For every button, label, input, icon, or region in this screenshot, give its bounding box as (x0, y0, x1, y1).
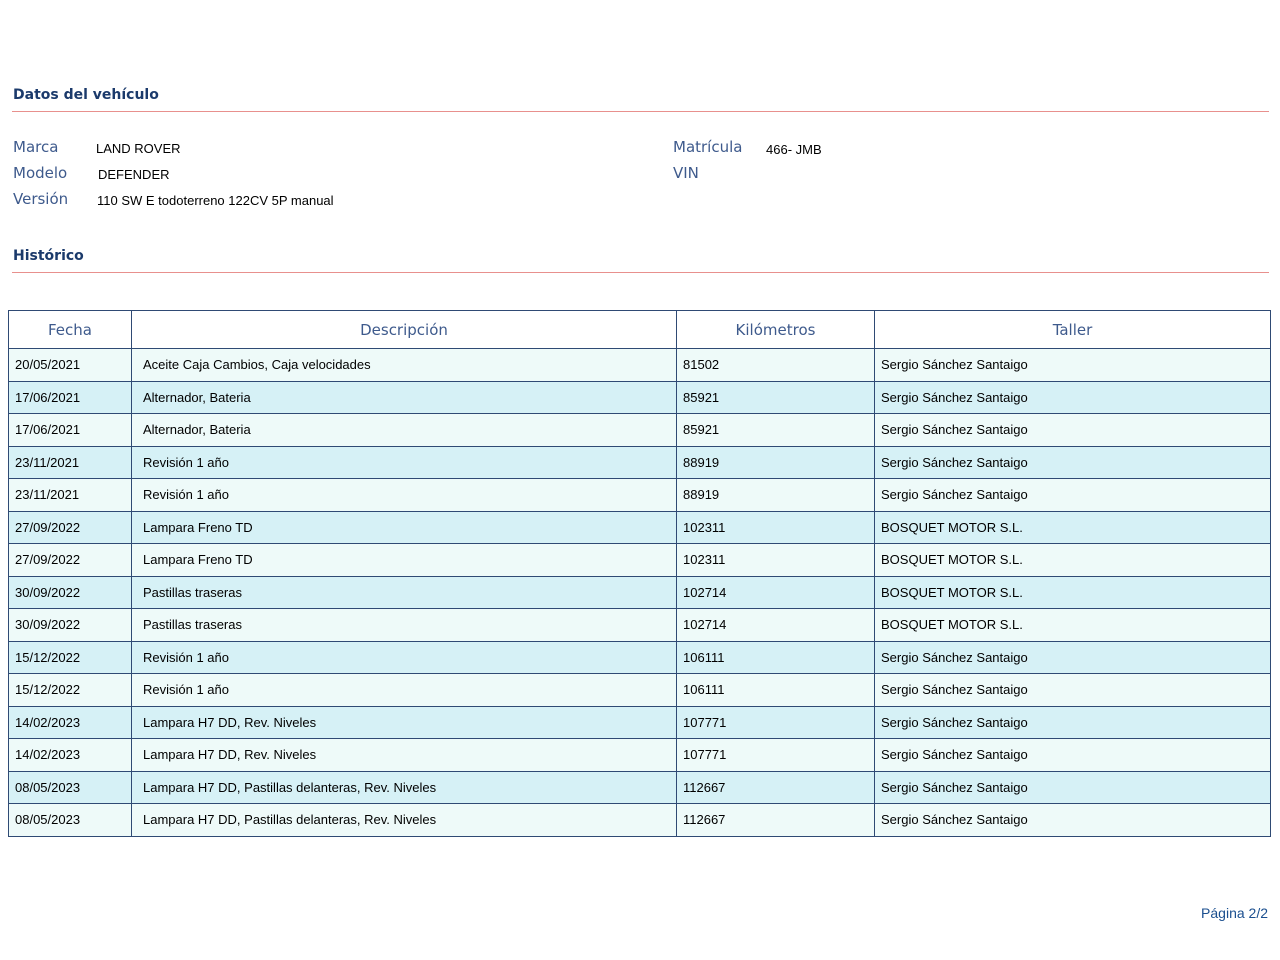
cell-kilometros: 85921 (677, 381, 875, 414)
cell-fecha: 23/11/2021 (9, 479, 132, 512)
cell-fecha: 08/05/2023 (9, 804, 132, 837)
cell-taller: BOSQUET MOTOR S.L. (875, 511, 1271, 544)
cell-descripcion: Revisión 1 año (132, 479, 677, 512)
cell-taller: Sergio Sánchez Santaigo (875, 479, 1271, 512)
table-row (9, 674, 1271, 707)
cell-fecha: 14/02/2023 (9, 739, 132, 772)
cell-fecha: 15/12/2022 (9, 674, 132, 707)
cell-taller: BOSQUET MOTOR S.L. (875, 544, 1271, 577)
vin-label: VIN (673, 164, 699, 182)
table-row (9, 381, 1271, 414)
header-row (9, 311, 1271, 349)
table-row (9, 641, 1271, 674)
table-row (9, 771, 1271, 804)
cell-kilometros: 102311 (677, 511, 875, 544)
cell-descripcion: Revisión 1 año (132, 446, 677, 479)
table-row (9, 544, 1271, 577)
marca-value: LAND ROVER (96, 141, 181, 156)
table-row (9, 511, 1271, 544)
cell-taller: Sergio Sánchez Santaigo (875, 414, 1271, 447)
modelo-value: DEFENDER (98, 167, 170, 182)
version-value: 110 SW E todoterreno 122CV 5P manual (97, 193, 334, 208)
cell-kilometros: 106111 (677, 674, 875, 707)
cell-taller: Sergio Sánchez Santaigo (875, 641, 1271, 674)
cell-fecha: 08/05/2023 (9, 771, 132, 804)
history-section-title: Histórico (13, 248, 84, 264)
column-header-kilometros: Kilómetros (677, 311, 875, 349)
table-row (9, 446, 1271, 479)
cell-fecha: 17/06/2021 (9, 381, 132, 414)
cell-fecha: 23/11/2021 (9, 446, 132, 479)
table-row (9, 804, 1271, 837)
cell-taller: Sergio Sánchez Santaigo (875, 739, 1271, 772)
cell-taller: Sergio Sánchez Santaigo (875, 706, 1271, 739)
cell-kilometros: 102714 (677, 609, 875, 642)
cell-descripcion: Revisión 1 año (132, 641, 677, 674)
matricula-label: Matrícula (673, 138, 743, 156)
cell-descripcion: Lampara H7 DD, Pastillas delanteras, Rev. Niveles (132, 771, 677, 804)
history-section-divider (12, 272, 1269, 273)
column-header-descripcion: Descripción (132, 311, 677, 349)
cell-kilometros: 107771 (677, 706, 875, 739)
cell-taller: BOSQUET MOTOR S.L. (875, 609, 1271, 642)
cell-descripcion: Pastillas traseras (132, 576, 677, 609)
cell-fecha: 17/06/2021 (9, 414, 132, 447)
cell-descripcion: Lampara Freno TD (132, 511, 677, 544)
cell-taller: Sergio Sánchez Santaigo (875, 349, 1271, 382)
table-row (9, 739, 1271, 772)
cell-fecha: 30/09/2022 (9, 609, 132, 642)
cell-descripcion: Lampara H7 DD, Rev. Niveles (132, 706, 677, 739)
cell-kilometros: 102311 (677, 544, 875, 577)
table-row (9, 576, 1271, 609)
cell-kilometros: 112667 (677, 771, 875, 804)
cell-taller: Sergio Sánchez Santaigo (875, 446, 1271, 479)
history-table-body (9, 349, 1271, 837)
column-header-taller: Taller (875, 311, 1271, 349)
page-number: Página 2/2 (1201, 905, 1268, 921)
cell-taller: Sergio Sánchez Santaigo (875, 674, 1271, 707)
table-row (9, 414, 1271, 447)
history-table (8, 310, 1271, 837)
cell-kilometros: 88919 (677, 479, 875, 512)
version-label: Versión (13, 190, 69, 208)
cell-kilometros: 81502 (677, 349, 875, 382)
marca-label: Marca (13, 138, 59, 156)
cell-taller: BOSQUET MOTOR S.L. (875, 576, 1271, 609)
cell-descripcion: Lampara H7 DD, Pastillas delanteras, Rev. Niveles (132, 804, 677, 837)
cell-taller: Sergio Sánchez Santaigo (875, 381, 1271, 414)
cell-fecha: 27/09/2022 (9, 544, 132, 577)
cell-fecha: 20/05/2021 (9, 349, 132, 382)
cell-descripcion: Revisión 1 año (132, 674, 677, 707)
vehicle-section-title: Datos del vehículo (13, 87, 159, 103)
cell-kilometros: 107771 (677, 739, 875, 772)
cell-kilometros: 112667 (677, 804, 875, 837)
matricula-value: 466- JMB (766, 142, 822, 157)
table-row (9, 349, 1271, 382)
cell-descripcion: Lampara H7 DD, Rev. Niveles (132, 739, 677, 772)
cell-fecha: 15/12/2022 (9, 641, 132, 674)
cell-taller: Sergio Sánchez Santaigo (875, 771, 1271, 804)
cell-descripcion: Alternador, Bateria (132, 414, 677, 447)
column-header-fecha: Fecha (9, 311, 132, 349)
modelo-label: Modelo (13, 164, 68, 182)
cell-descripcion: Aceite Caja Cambios, Caja velocidades (132, 349, 677, 382)
cell-kilometros: 88919 (677, 446, 875, 479)
cell-descripcion: Pastillas traseras (132, 609, 677, 642)
cell-kilometros: 106111 (677, 641, 875, 674)
cell-descripcion: Lampara Freno TD (132, 544, 677, 577)
vehicle-section-divider (12, 111, 1269, 112)
table-row (9, 706, 1271, 739)
cell-descripcion: Alternador, Bateria (132, 381, 677, 414)
cell-taller: Sergio Sánchez Santaigo (875, 804, 1271, 837)
cell-fecha: 30/09/2022 (9, 576, 132, 609)
table-row (9, 479, 1271, 512)
table-row (9, 609, 1271, 642)
history-table-header (9, 311, 1271, 349)
cell-fecha: 14/02/2023 (9, 706, 132, 739)
cell-fecha: 27/09/2022 (9, 511, 132, 544)
cell-kilometros: 102714 (677, 576, 875, 609)
cell-kilometros: 85921 (677, 414, 875, 447)
